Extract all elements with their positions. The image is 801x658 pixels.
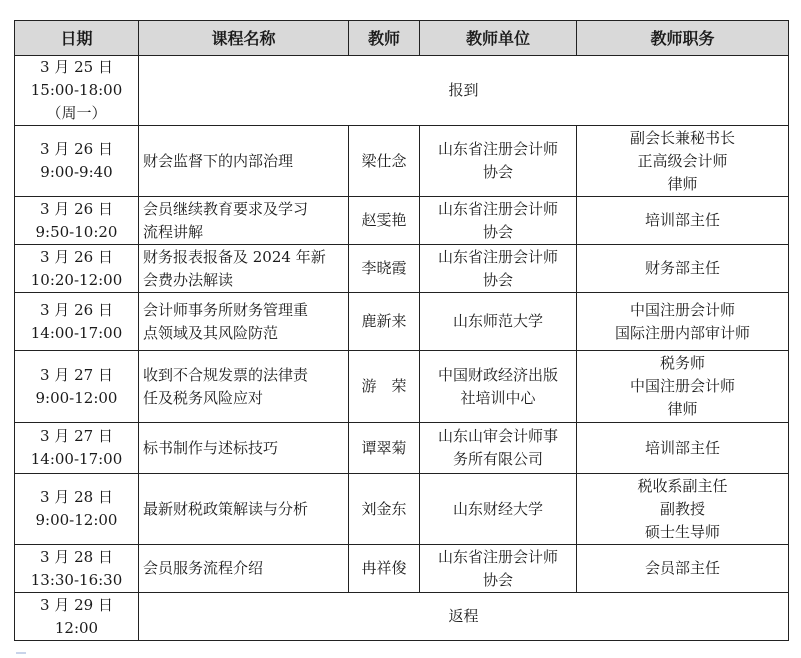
merged-cell: 返程 (139, 593, 789, 641)
page-corner-mark (16, 652, 26, 654)
position-cell: 培训部主任 (577, 197, 789, 245)
date-cell: 3 月 26 日 9:50-10:20 (15, 197, 139, 245)
table-row (15, 593, 789, 641)
header-teacher: 教师 (349, 21, 420, 56)
teacher-cell: 赵雯艳 (349, 197, 420, 245)
course-cell: 会员服务流程介绍 (139, 545, 349, 593)
schedule-table (14, 20, 789, 641)
teacher-cell: 李晓霞 (349, 245, 420, 293)
unit-cell: 山东师范大学 (420, 293, 577, 351)
header-course: 课程名称 (139, 21, 349, 56)
unit-cell: 山东省注册会计师 协会 (420, 245, 577, 293)
teacher-cell: 谭翠菊 (349, 423, 420, 474)
date-cell: 3 月 27 日 9:00-12:00 (15, 351, 139, 423)
table-row (15, 293, 789, 351)
table-row (15, 351, 789, 423)
teacher-cell: 刘金东 (349, 474, 420, 545)
position-cell: 财务部主任 (577, 245, 789, 293)
unit-cell: 中国财政经济出版 社培训中心 (420, 351, 577, 423)
date-cell: 3 月 26 日 9:00-9:40 (15, 126, 139, 197)
course-cell: 最新财税政策解读与分析 (139, 474, 349, 545)
date-cell: 3 月 27 日 14:00-17:00 (15, 423, 139, 474)
header-position: 教师职务 (577, 21, 789, 56)
table-row (15, 474, 789, 545)
table-row (15, 423, 789, 474)
teacher-cell: 鹿新来 (349, 293, 420, 351)
teacher-cell: 冉祥俊 (349, 545, 420, 593)
unit-cell: 山东山审会计师事 务所有限公司 (420, 423, 577, 474)
table-row (15, 197, 789, 245)
course-cell: 财务报表报备及 2024 年新 会费办法解读 (139, 245, 349, 293)
position-cell: 税务师 中国注册会计师 律师 (577, 351, 789, 423)
unit-cell: 山东省注册会计师 协会 (420, 197, 577, 245)
header-row (15, 21, 789, 56)
header-date: 日期 (15, 21, 139, 56)
merged-cell: 报到 (139, 56, 789, 126)
date-cell: 3 月 25 日 15:00-18:00 （周一） (15, 56, 139, 126)
date-cell: 3 月 28 日 9:00-12:00 (15, 474, 139, 545)
date-cell: 3 月 28 日 13:30-16:30 (15, 545, 139, 593)
table-row (15, 545, 789, 593)
table-row (15, 245, 789, 293)
position-cell: 中国注册会计师 国际注册内部审计师 (577, 293, 789, 351)
table-row (15, 126, 789, 197)
position-cell: 副会长兼秘书长 正高级会计师 律师 (577, 126, 789, 197)
date-cell: 3 月 29 日 12:00 (15, 593, 139, 641)
date-cell: 3 月 26 日 14:00-17:00 (15, 293, 139, 351)
position-cell: 税收系副主任 副教授 硕士生导师 (577, 474, 789, 545)
teacher-cell: 游 荣 (349, 351, 420, 423)
unit-cell: 山东省注册会计师 协会 (420, 126, 577, 197)
course-cell: 会员继续教育要求及学习 流程讲解 (139, 197, 349, 245)
header-unit: 教师单位 (420, 21, 577, 56)
unit-cell: 山东财经大学 (420, 474, 577, 545)
course-cell: 财会监督下的内部治理 (139, 126, 349, 197)
position-cell: 会员部主任 (577, 545, 789, 593)
date-cell: 3 月 26 日 10:20-12:00 (15, 245, 139, 293)
unit-cell: 山东省注册会计师 协会 (420, 545, 577, 593)
teacher-cell: 梁仕念 (349, 126, 420, 197)
course-cell: 会计师事务所财务管理重 点领域及其风险防范 (139, 293, 349, 351)
course-cell: 收到不合规发票的法律责 任及税务风险应对 (139, 351, 349, 423)
table-row (15, 56, 789, 126)
position-cell: 培训部主任 (577, 423, 789, 474)
course-cell: 标书制作与述标技巧 (139, 423, 349, 474)
